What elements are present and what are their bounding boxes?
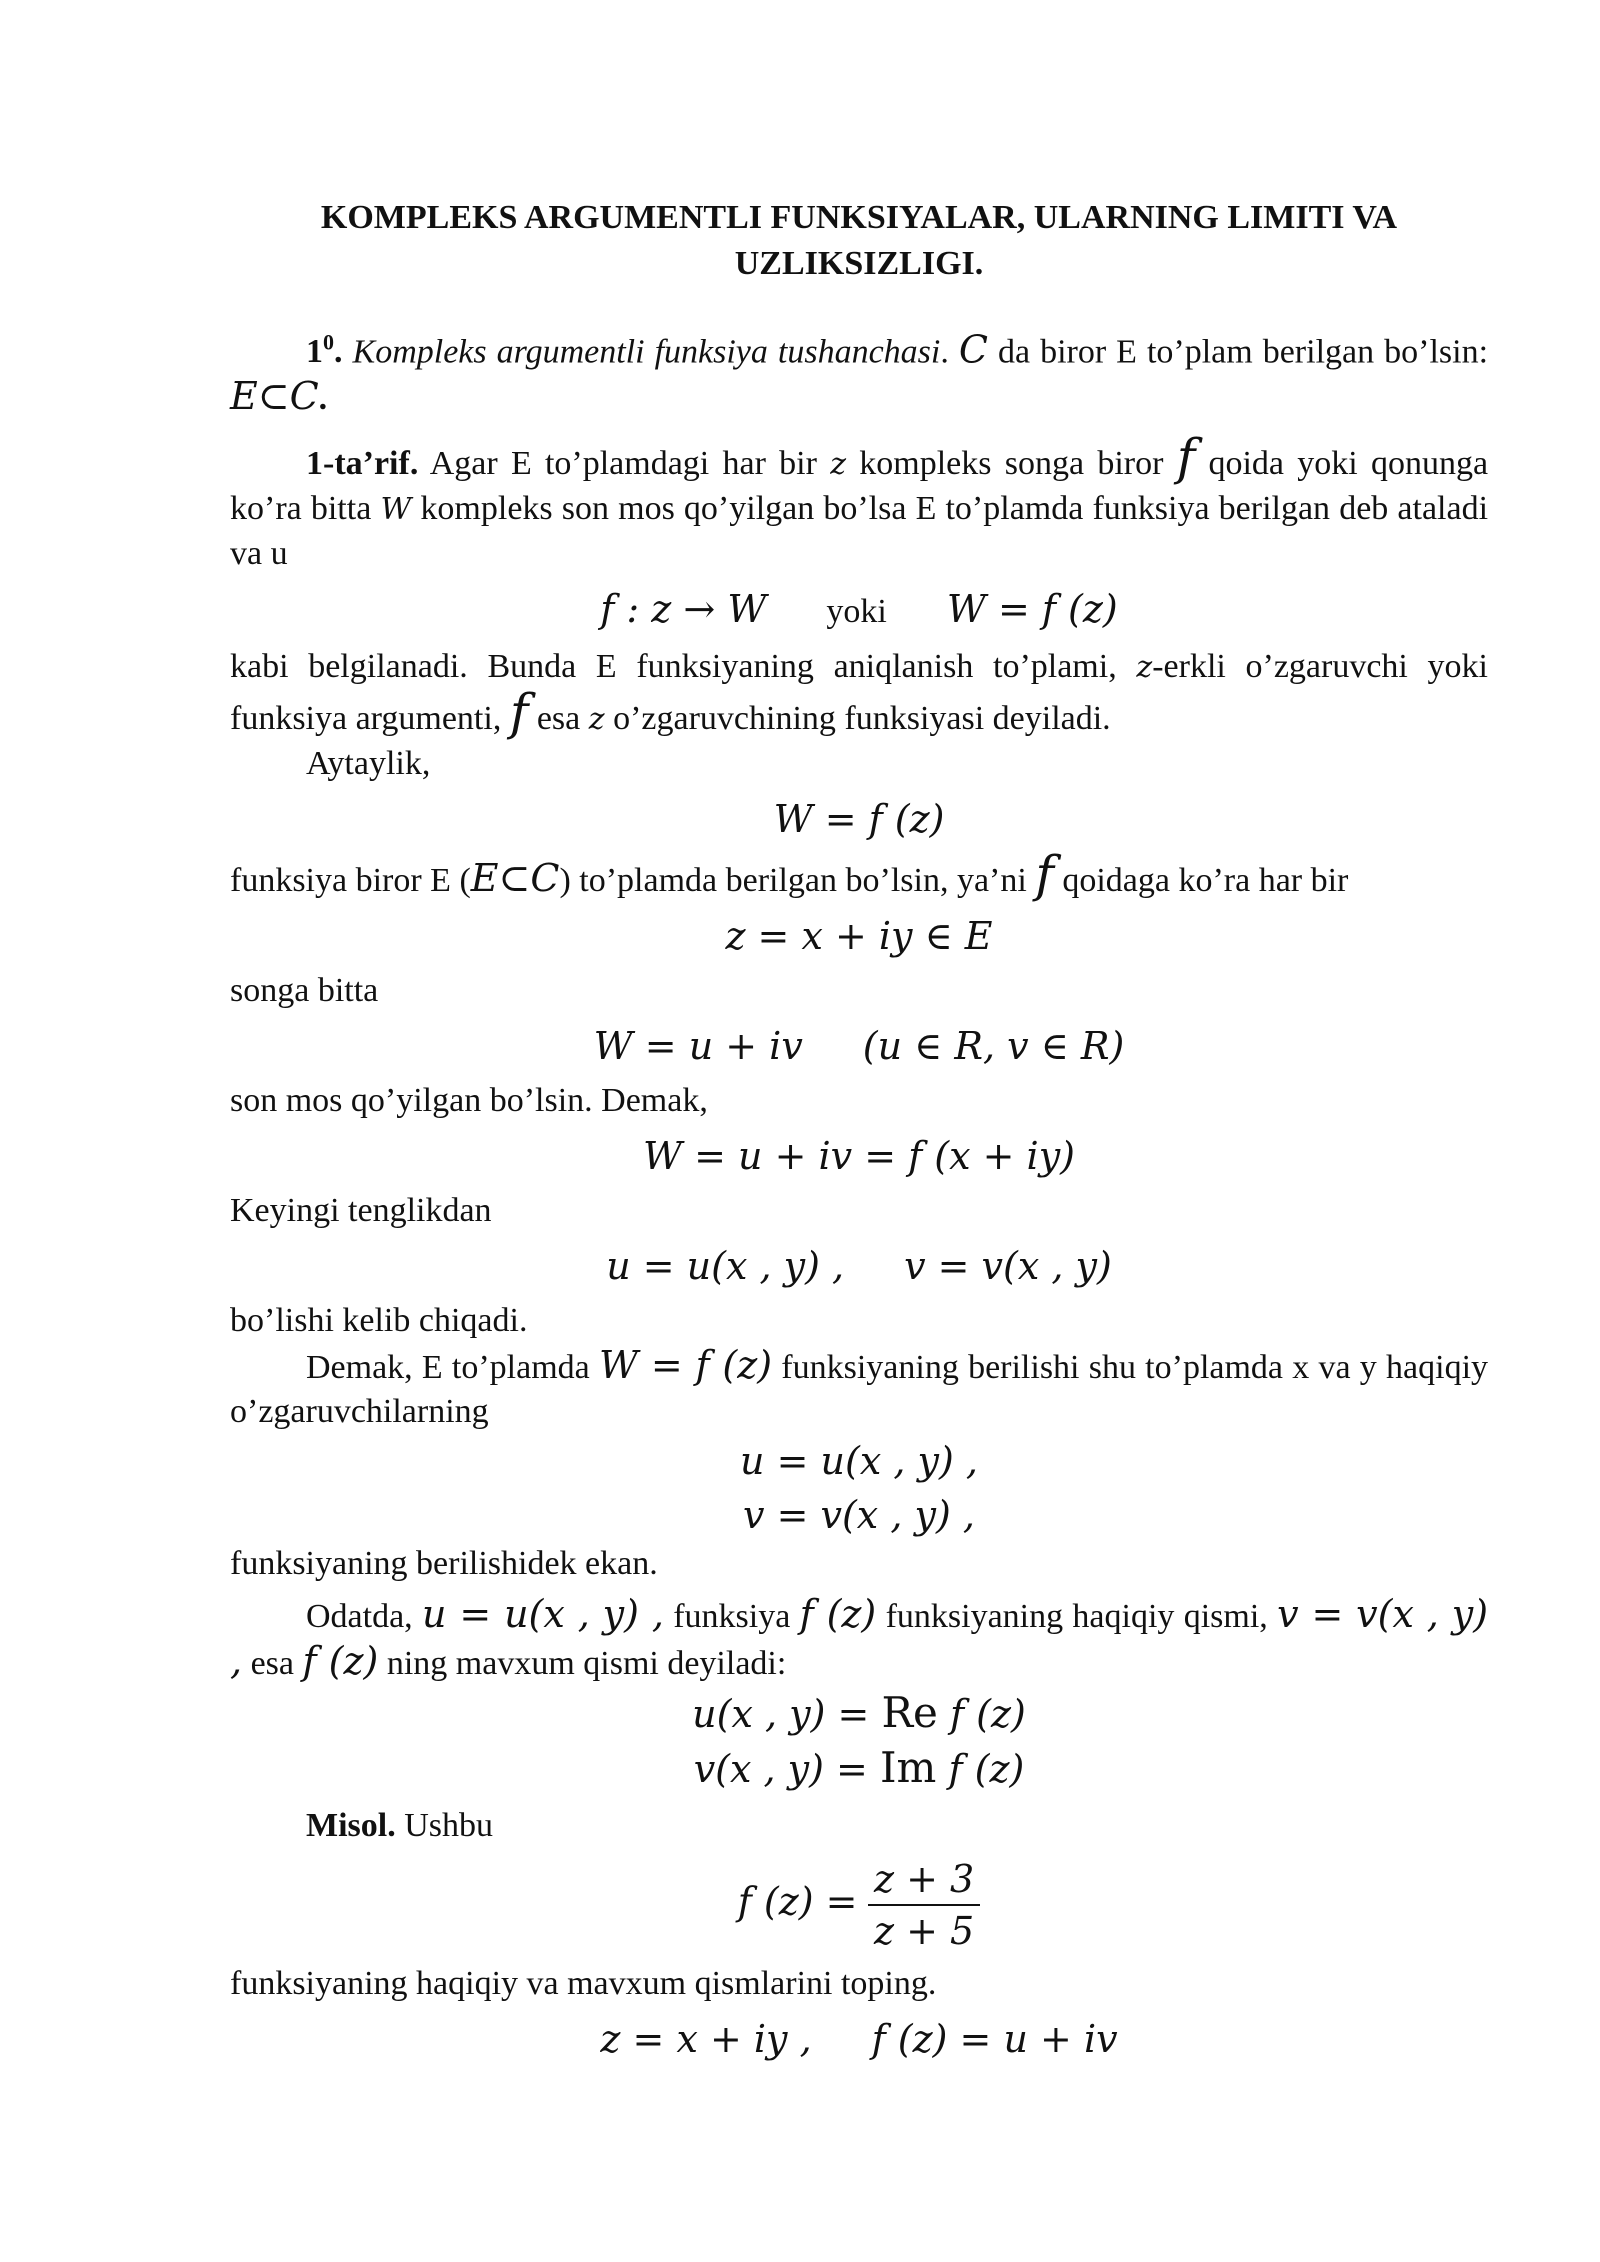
equation-z-in-E: z = x + iy ∈ E	[725, 914, 993, 959]
example-text: funksiyaning haqiqiy va mavxum qismlarini toping.	[230, 1965, 937, 2003]
paragraph-3: Demak, E to’plamda W = f (z) funksiyaning berilishi shu to’plamda x va y haqiqiy o’zgaruvchilarning	[230, 1343, 1489, 1431]
paragraph-2e: bo’lishi kelib chiqadi.	[230, 1302, 528, 1340]
symbol-z: z	[830, 447, 847, 483]
section-number: $1^0$.	[306, 330, 343, 371]
equation-u: u = u(x , y) ,	[740, 1439, 978, 1484]
section-1-text: da biror E to’plam berilgan bo’lsin:	[997, 333, 1489, 371]
equation-real-part: u(x , y) = Re f (z)	[692, 1688, 1026, 1738]
fraction: $\frac{z + 3}{z + 5}$	[868, 1854, 980, 1956]
equation-example-last: z = x + iy , f (z) = u + iv	[600, 2017, 1118, 2062]
definition-continued: kabi belgilanadi. Bunda E funksiyaning aniqlanish to’plami, z-erkli o’zgaruvchi yoki funksiya argumenti, f esa z o’zgaruvchining funksiyasi deyiladi.	[230, 648, 1489, 742]
example-heading: Misol. Ushbu	[306, 1807, 494, 1845]
page-title: KOMPLEKS ARGUMENTLI FUNKSIYALAR, ULARNING LIMITI VA UZLIKSIZLIGI.	[320, 199, 1398, 282]
section-1-intro: $1^0$. Kompleks argumentli funksiya tushanchasi. C da biror E to’plam berilgan bo’lsin: E⊂C.	[230, 327, 1489, 419]
equation-mapping: f : z → W yoki W = f (z)	[600, 587, 1118, 632]
paragraph-3b: funksiyaning berilishidek ekan.	[230, 1545, 658, 1583]
equation-u-v: u = u(x , y) , v = v(x , y)	[606, 1244, 1112, 1289]
paragraph-2b: songa bitta	[230, 972, 379, 1010]
equation-w-fz: W = f (z)	[773, 797, 945, 842]
symbol-C: C	[958, 327, 988, 372]
paragraph-2: funksiya biror E (E⊂C) to’plamda berilgan bo’lsin, ya’ni f qoidaga ko’ra har bir	[230, 845, 1349, 904]
subset-expression: E⊂C	[230, 374, 319, 419]
equation-v: v = v(x , y) ,	[743, 1493, 975, 1538]
equation-w-uv: W = u + iv (u ∈ R, v ∈ R)	[593, 1024, 1125, 1069]
definition-1: 1-ta’rif. Agar E to’plamdagi har bir z kompleks songa biror f qoida yoki qonunga ko’ra bitta W kompleks son mos qo’yilgan bo’lsa E to’plamda funksiya berilgan deb ataladi va u	[230, 428, 1489, 573]
document-page	[230, 195, 1488, 2072]
definition-label: 1-ta’rif.	[306, 445, 419, 483]
equation-w-uv-f: W = u + iv = f (x + iy)	[643, 1134, 1075, 1179]
paragraph-lead: Aytaylik,	[306, 745, 431, 783]
paragraph-2d: Keyingi tenglikdan	[230, 1192, 492, 1230]
paragraph-2c: son mos qo’yilgan bo’lsin. Demak,	[230, 1082, 708, 1120]
equation-example-fraction: f (z) = $\frac{z + 3}{z + 5}$	[230, 1854, 1488, 1956]
symbol-f: f	[1176, 428, 1196, 487]
equation-imag-part: v(x , y) = Im f (z)	[693, 1743, 1025, 1793]
section-heading: Kompleks argumentli funksiya tushanchasi	[352, 333, 941, 371]
symbol-W: W	[380, 492, 412, 528]
paragraph-4: Odatda, u = u(x , y) , funksiya f (z) funksiyaning haqiqiy qismi, v = v(x , y) , esa f (z) ning mavxum qismi deyiladi:	[230, 1592, 1489, 1684]
